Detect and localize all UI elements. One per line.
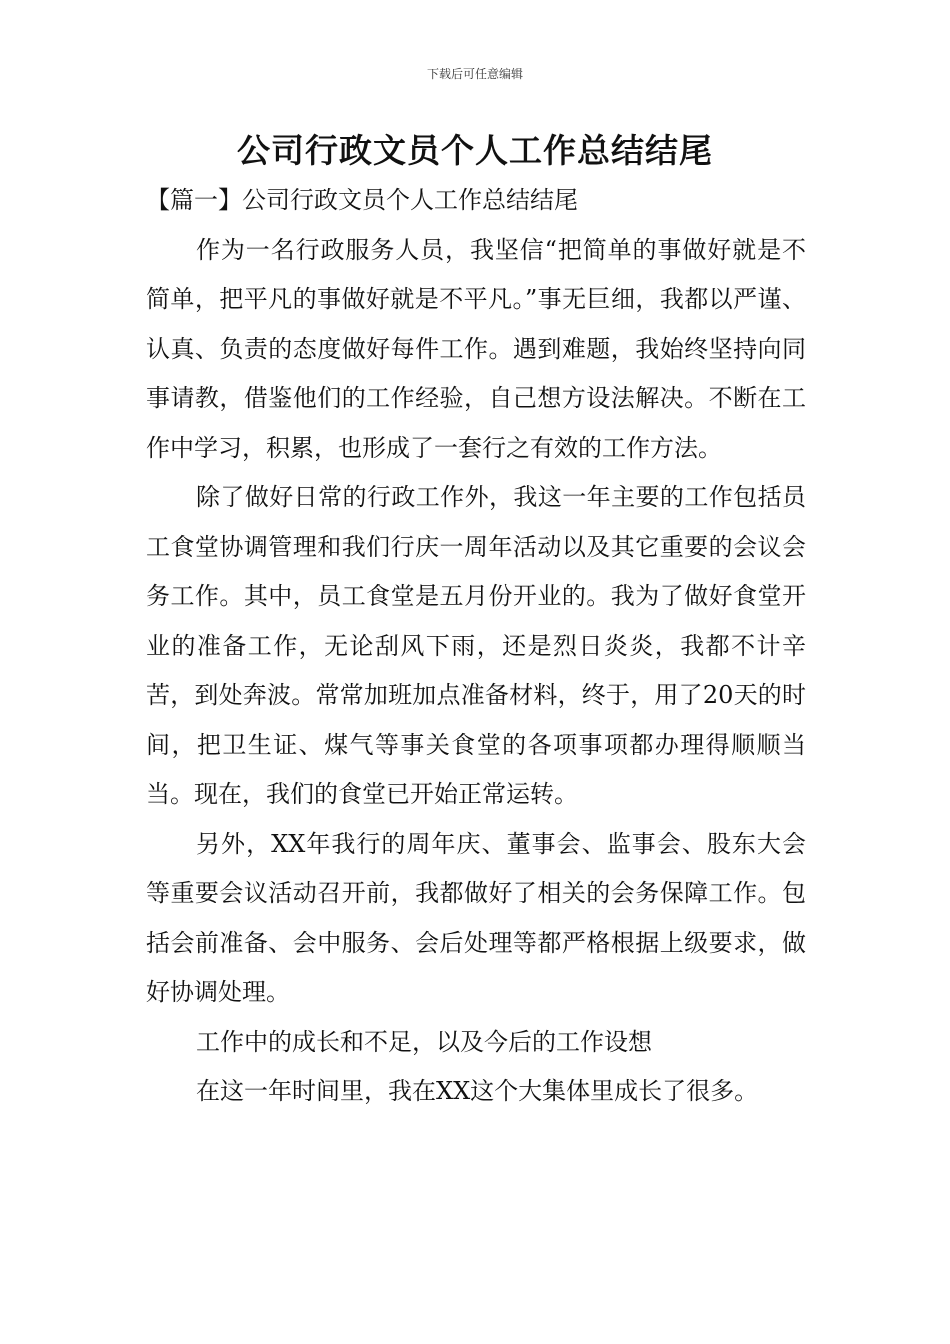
- subheading: 工作中的成长和不足，以及今后的工作设想: [196, 1027, 652, 1056]
- paragraph-2: 除了做好日常的行政工作外，我这一年主要的工作包括员工食堂协调管理和我们行庆一周年活动以及其它重要的会议会务工作。其中，员工食堂是五月份开业的。我为了做好食堂开业的准备工作，无论刮风下雨，还是烈日炎炎，我都不计辛苦，到处奔波。常常加班加点准备材料，终于，用了20天的时间，把卫生证、煤气等事关食堂的各项事项都办理得顺顺当当。现在，我们的食堂已开始正常运转。: [146, 483, 806, 808]
- section-heading: 【篇一】公司行政文员个人工作总结结尾: [146, 186, 578, 214]
- document-body: [146, 176, 806, 1117]
- paragraph-4: 在这一年时间里，我在XX这个大集体里成长了很多。: [196, 1077, 759, 1105]
- paragraph-1: 作为一名行政服务人员，我坚信“把简单的事做好就是不简单，把平凡的事做好就是不平凡。”事无巨细，我都以严谨、认真、负责的态度做好每件工作。遇到难题，我始终坚持向同事请教，借鉴他们的工作经验，自己想方设法解决。不断在工作中学习，积累，也形成了一套行之有效的工作方法。: [146, 235, 806, 462]
- document-title: 公司行政文员个人工作总结结尾: [237, 131, 713, 170]
- header-note: 下载后可任意编辑: [426, 67, 523, 81]
- paragraph-3: 另外，XX年我行的周年庆、董事会、监事会、股东大会等重要会议活动召开前，我都做好了相关的会务保障工作。包括会前准备、会中服务、会后处理等都严格根据上级要求，做好协调处理。: [146, 829, 806, 1006]
